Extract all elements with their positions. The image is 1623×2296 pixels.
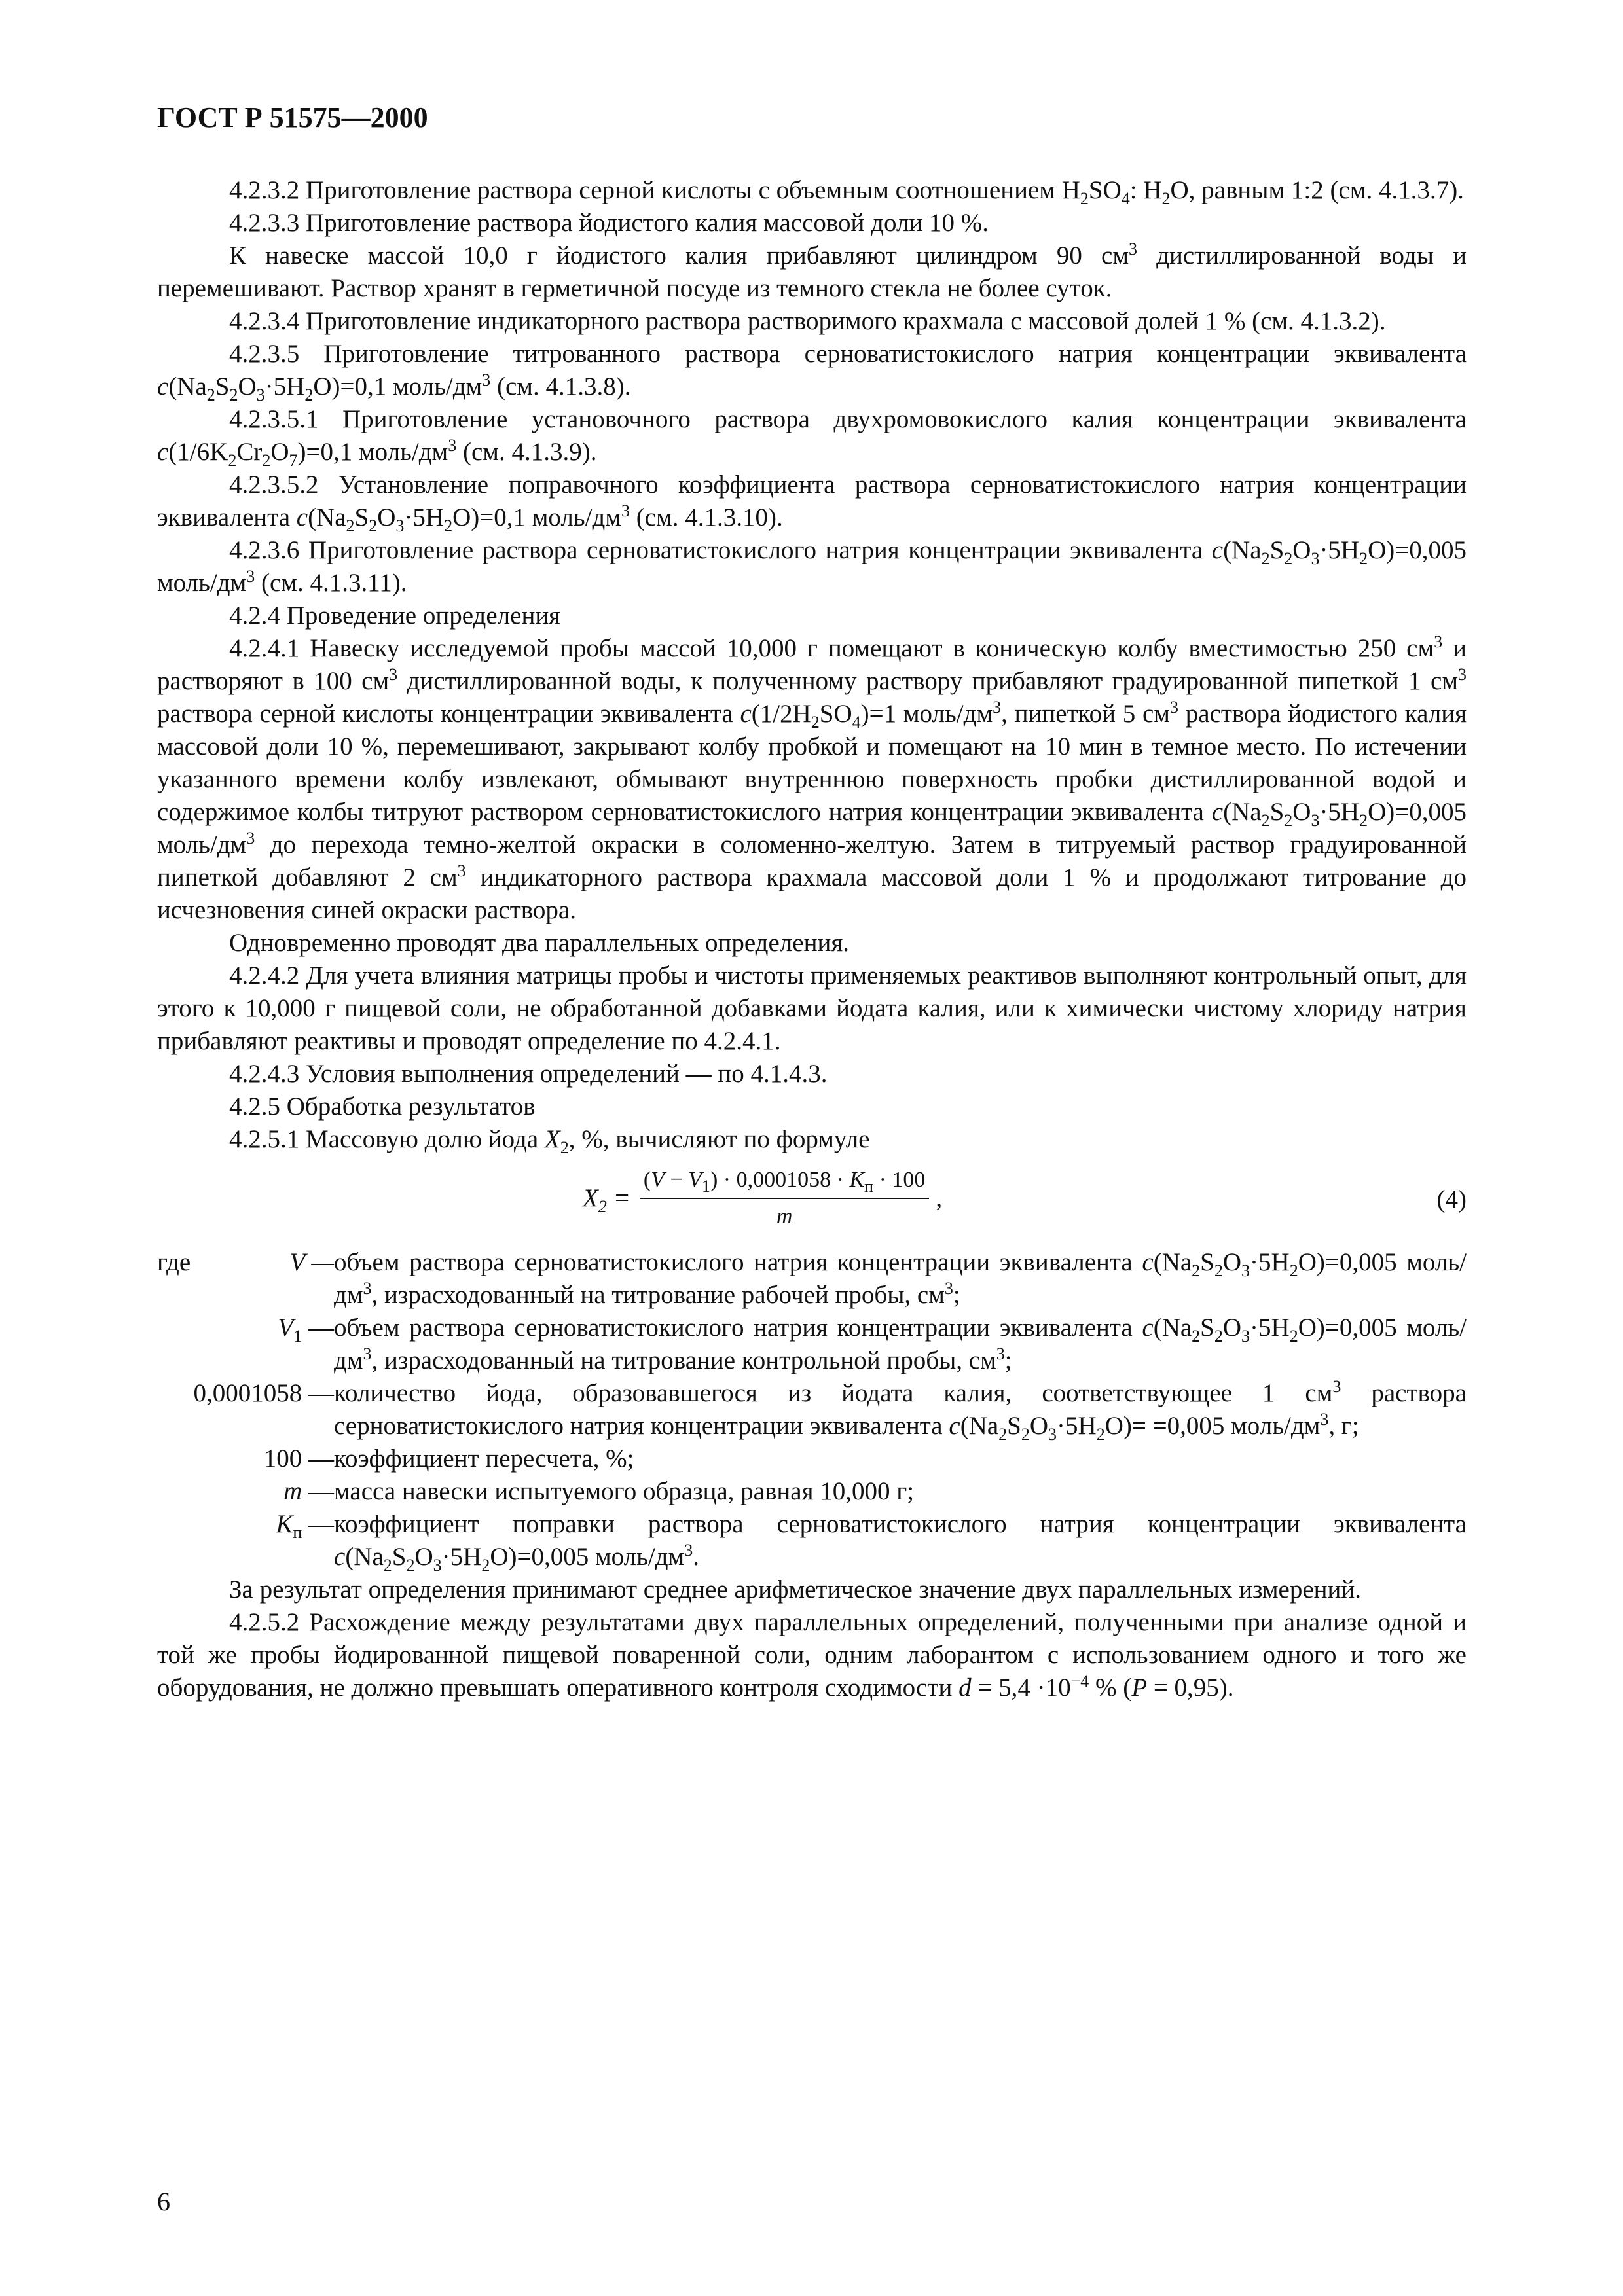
para-ki-preparation: К навеске массой 10,0 г йодистого калия прибавляют цилиндром 90 $см^3$ дистиллированной воды и перемешивают. Раствор хранят в герметичной посуде из темного стекла не более суток. xyxy=(157,240,1467,302)
para-4-2-3-5-2: 4.2.3.5.2 Установление поправочного коэффициента раствора серноватистокислого натрия концентрации эквивалента $c(Na_2S_2O_3\cdot 5H_2O)=0,1$ моль/$дм^3$ (см. 4.1.3.10). xyxy=(157,471,1467,535)
para-4-2-3-5-1: 4.2.3.5.1 Приготовление установочного раствора двухромовокислого калия концентрации эквивалента $c(1/6K_2Cr_2O_7)=0,1$ моль/$дм^3$ (см. 4.1.3.9). xyxy=(157,405,1467,470)
def-100: 100 — коэффициент пересчета, %; xyxy=(157,1443,1467,1475)
def-symbol: $K_п$ — xyxy=(276,1510,334,1542)
document-page xyxy=(157,98,1467,1704)
page-number: 6 xyxy=(157,2187,170,2216)
formula-lhs: $X_2$ = xyxy=(583,1184,630,1216)
para-4-2-4-1: 4.2.4.1 Навеску исследуемой пробы массой 10,000 г помещают в коническую колбу вместимостью 250 $см^3$ и растворяют в 100 $см^3$ дистиллированной воды, к полученному раствору прибавляют градуированной пипеткой 1 $см^3$ раствора серной кислоты концентрации эквивалента $c(1/2H_2SO_4)=1$ моль/$дм^3$, пипеткой 5 $см^3$ раствора йодистого калия массовой доли 10 %, перемешивают, закрывают колбу пробкой и помещают на 10 мин в темное место. По истечении указанного времени колбу извлекают, обмывают внутреннюю поверхность пробки дистиллированной водой и содержимое колбы титруют раствором серноватистокислого натрия концентрации эквивалента $c(Na_2S_2O_3\cdot 5H_2O)=0,005$ моль/$дм^3$ до перехода темно-желтой окраски в соломенно-желтую. Затем в титруемый раствор градуированной пипеткой добавляют 2 $см^3$ индикаторного раствора крахмала массовой доли 1 % и продолжают титрование до исчезновения синей окраски раствора. xyxy=(157,632,1467,924)
para-4-2-3-5: 4.2.3.5 Приготовление титрованного раствора серноватистокислого натрия концентрации эквивалента $c(Na_2S_2O_3\cdot 5H_2O)=0,1$ моль/$дм^3$ (см. 4.1.3.8). xyxy=(157,340,1467,404)
para-4-2-3-2: 4.2.3.2 Приготовление раствора серной кислоты с объемным соотношением $H_2SO_4$: $H_2O$, равным 1:2 (см. 4.1.3.7). xyxy=(229,176,1464,208)
para-4-2-4-2: 4.2.4.2 Для учета влияния матрицы пробы и чистоты применяемых реактивов выполняют контрольный опыт, для этого к 10,000 г пищевой соли, не обработанной добавками йодата калия, или к химически чистому хлориду натрия прибавляют реактивы и проводят определение по 4.2.4.1. xyxy=(157,961,1467,1055)
variable-definitions xyxy=(157,1246,1467,1573)
formula-numerator: $(V - V_1) \cdot 0,0001058 \cdot K_п \cdot 100$ xyxy=(640,1165,929,1199)
para-4-2-4: 4.2.4 Проведение определения xyxy=(229,601,561,630)
where-label: где xyxy=(157,1248,191,1276)
para-4-2-3-4: 4.2.3.4 Приготовление индикаторного раствора растворимого крахмала с массовой долей 1 % (см. 4.1.3.2). xyxy=(229,307,1386,335)
para-4-2-5-1: 4.2.5.1 Массовую долю йода $X_2$, %, вычисляют по формуле xyxy=(229,1125,870,1157)
para-4-2-5-2: 4.2.5.2 Расхождение между результатами двух параллельных определений, полученными при анализе одной и той же пробы йодированной пищевой поваренной соли, одним лаборантом с использованием одного и того же оборудования, не должно превышать оперативного контроля сходимости $d = 5,4 \cdot 10^{-4}$ % (P = 0,95). xyxy=(157,1608,1467,1702)
para-4-2-3-3: 4.2.3.3 Приготовление раствора йодистого калия массовой доли 10 %. xyxy=(229,209,989,237)
def-kp: $K_п$ — коэффициент поправки раствора серноватистокислого натрия концентрации эквивалента $c(Na_2S_2O_3\cdot 5H_2O)=0,005$ моль/$дм^3$. xyxy=(157,1508,1467,1573)
para-4-2-5: 4.2.5 Обработка результатов xyxy=(229,1092,536,1121)
def-symbol: $V_1$ — xyxy=(278,1314,334,1346)
para-4-2-3-6: 4.2.3.6 Приготовление раствора серноватистокислого натрия концентрации эквивалента $c(Na_2S_2O_3\cdot 5H_2O)=0,005$ моль/$дм^3$ (см. 4.1.3.11). xyxy=(157,536,1467,597)
def-v: где V — объем раствора серноватистокислого натрия концентрации эквивалента $c(Na_2S_2O_3\cdot 5H_2O)=0,005$ моль/$дм^3$, израсходованный на титрование рабочей пробы, $см^3$; xyxy=(157,1246,1467,1312)
def-iodine-amount: 0,0001058 — количество йода, образовавшегося из йодата калия, соответствующее 1 $см^3$ раствора серноватистокислого натрия концентрации эквивалента $c(Na_2S_2O_3\cdot 5H_2O)= =0,005$ моль/$дм^3$, г; xyxy=(193,1377,1467,1444)
formula-denominator: m xyxy=(776,1204,793,1229)
def-symbol: m — xyxy=(283,1477,334,1505)
formula-fraction xyxy=(640,1165,929,1232)
formula-expression xyxy=(583,1165,942,1232)
equation-number: (4) xyxy=(1436,1185,1467,1213)
para-parallel: Одновременно проводят два параллельных определения. xyxy=(229,929,850,957)
def-symbol: V — xyxy=(289,1248,334,1276)
def-m: m — масса навески испытуемого образца, равная 10,000 г; xyxy=(157,1475,1467,1508)
def-symbol: 100 — xyxy=(263,1444,334,1473)
def-symbol: 0,0001058 — xyxy=(193,1379,334,1407)
def-v1: $V_1$ — объем раствора серноватистокислого натрия концентрации эквивалента $c(Na_2S_2O_3\cdot 5H_2O)=0,005$ моль/$дм^3$, израсходованный на титрование контрольной пробы, $см^3$; xyxy=(157,1312,1467,1377)
para-4-2-4-3: 4.2.4.3 Условия выполнения определений — по 4.1.4.3. xyxy=(229,1060,828,1088)
formula-comma: , xyxy=(936,1184,943,1212)
para-result: За результат определения принимают среднее арифметическое значение двух параллельных измерений. xyxy=(229,1575,1361,1604)
formula-4 xyxy=(157,1165,1467,1237)
document-header: ГОСТ Р 51575—2000 xyxy=(157,101,428,134)
